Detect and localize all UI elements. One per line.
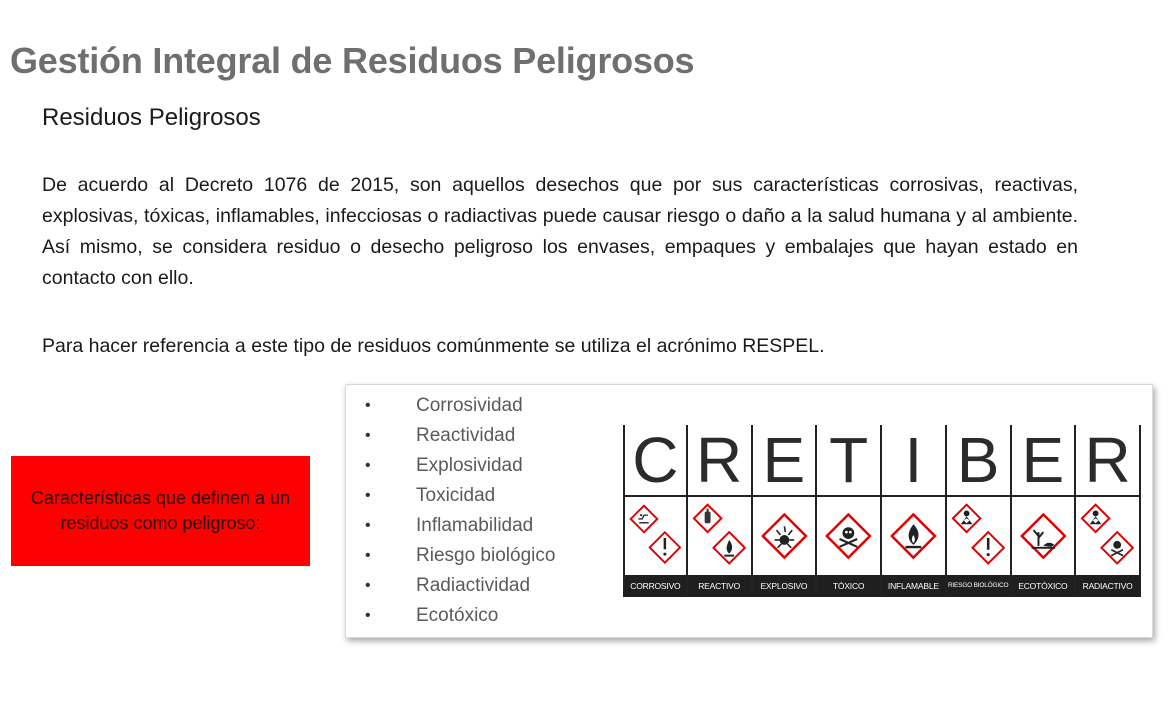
- bullet-icon: •: [365, 487, 371, 504]
- list-item-label: Riesgo biológico: [416, 545, 556, 566]
- list-item-label: Corrosividad: [416, 395, 523, 416]
- cretiber-letter: I: [904, 424, 923, 496]
- bullet-icon: •: [365, 607, 371, 624]
- bullet-icon: •: [365, 457, 371, 474]
- bullet-icon: •: [365, 547, 371, 564]
- list-item: [346, 391, 555, 421]
- hazard-label: INFLAMABLE: [882, 575, 945, 597]
- hazard-label: TÓXICO: [817, 575, 880, 597]
- characteristics-callout: [11, 456, 310, 566]
- bullet-icon: •: [365, 517, 371, 534]
- gas-cylinder-pictogram-icon: [694, 505, 721, 532]
- hazard-label: ECOTÓXICO: [1012, 575, 1075, 597]
- list-item-label: Ecotóxico: [416, 605, 499, 626]
- exclamation-pictogram-icon: [650, 532, 680, 562]
- flame-pictogram-icon: [713, 532, 744, 563]
- cretiber-letter: C: [632, 424, 679, 496]
- skull-crossbones-pictogram-icon: [1102, 532, 1133, 563]
- bullet-icon: •: [365, 427, 371, 444]
- hazard-pictograms: [753, 495, 816, 577]
- corrosive-pictogram-icon: [631, 506, 658, 533]
- hazard-label: CORROSIVO: [625, 575, 686, 597]
- cretiber-table: [623, 425, 1141, 597]
- list-item: [346, 511, 555, 541]
- health-hazard-pictogram-icon: [953, 505, 980, 532]
- list-item-label: Toxicidad: [416, 485, 496, 506]
- list-item: [346, 601, 555, 631]
- hazard-pictograms: [625, 495, 686, 577]
- cretiber-column-r: [688, 425, 753, 597]
- cretiber-letter: T: [829, 424, 869, 496]
- cretiber-letter: B: [956, 424, 1000, 496]
- hazard-pictograms: [817, 495, 880, 577]
- cretiber-letter: E: [762, 424, 806, 496]
- cretiber-column-c: [623, 425, 688, 597]
- cretiber-column-b: [947, 425, 1012, 597]
- list-item: [346, 571, 555, 601]
- hazard-label: REACTIVO: [688, 575, 751, 597]
- characteristics-list: [346, 391, 555, 631]
- hazard-label: RADIACTIVO: [1076, 575, 1139, 597]
- exclamation-pictogram-icon: [972, 532, 1003, 563]
- hazard-pictograms: [882, 495, 945, 577]
- cretiber-column-e2: [1012, 425, 1077, 597]
- hazard-label: RIESGO BIOLÓGICO: [947, 575, 1010, 597]
- list-item-label: Reactividad: [416, 425, 516, 446]
- cretiber-letter: R: [696, 424, 743, 496]
- cretiber-column-r2: [1076, 425, 1141, 597]
- list-item: [346, 451, 555, 481]
- flame-pictogram-icon: [892, 514, 935, 557]
- hazard-pictograms: [1012, 495, 1075, 577]
- hazard-pictograms: [947, 495, 1010, 577]
- list-item-label: Explosividad: [416, 455, 523, 476]
- hazard-label: EXPLOSIVO: [753, 575, 816, 597]
- cretiber-figure: [345, 384, 1153, 638]
- hazard-pictograms: [688, 495, 751, 577]
- callout-text: Características que definen a un residuos como peligroso:: [30, 488, 291, 533]
- environment-pictogram-icon: [1021, 514, 1064, 557]
- list-item: [346, 421, 555, 451]
- exploding-bomb-pictogram-icon: [762, 514, 805, 557]
- cretiber-column-i: [882, 425, 947, 597]
- cretiber-column-t: [817, 425, 882, 597]
- cretiber-letter: E: [1021, 424, 1065, 496]
- bullet-icon: •: [365, 397, 371, 414]
- cretiber-letter: R: [1084, 424, 1131, 496]
- list-item-label: Radiactividad: [416, 575, 531, 596]
- page-title: Gestión Integral de Residuos Peligrosos: [10, 40, 695, 81]
- definition-paragraph: De acuerdo al Decreto 1076 de 2015, son aquellos desechos que por sus características corrosivas, reactivas, explosivas, tóxicas, inflamables, infecciosas o radiactivas puede causar riesgo o daño a la salud humana y al ambiente. Así mismo, se considera residuo o desecho peligroso los envases, empaques y embalajes que hayan estado en contacto con ello.: [42, 174, 1078, 289]
- acronym-paragraph: Para hacer referencia a este tipo de residuos comúnmente se utiliza el acrónimo RESPEL.: [42, 335, 825, 357]
- list-item: [346, 481, 555, 511]
- health-hazard-pictogram-icon: [1082, 505, 1109, 532]
- skull-crossbones-pictogram-icon: [827, 514, 870, 557]
- list-item-label: Inflamabilidad: [416, 515, 534, 536]
- list-item: [346, 541, 555, 571]
- bullet-icon: •: [365, 577, 371, 594]
- hazard-pictograms: [1076, 495, 1139, 577]
- section-heading: Residuos Peligrosos: [42, 104, 261, 131]
- cretiber-column-e: [753, 425, 818, 597]
